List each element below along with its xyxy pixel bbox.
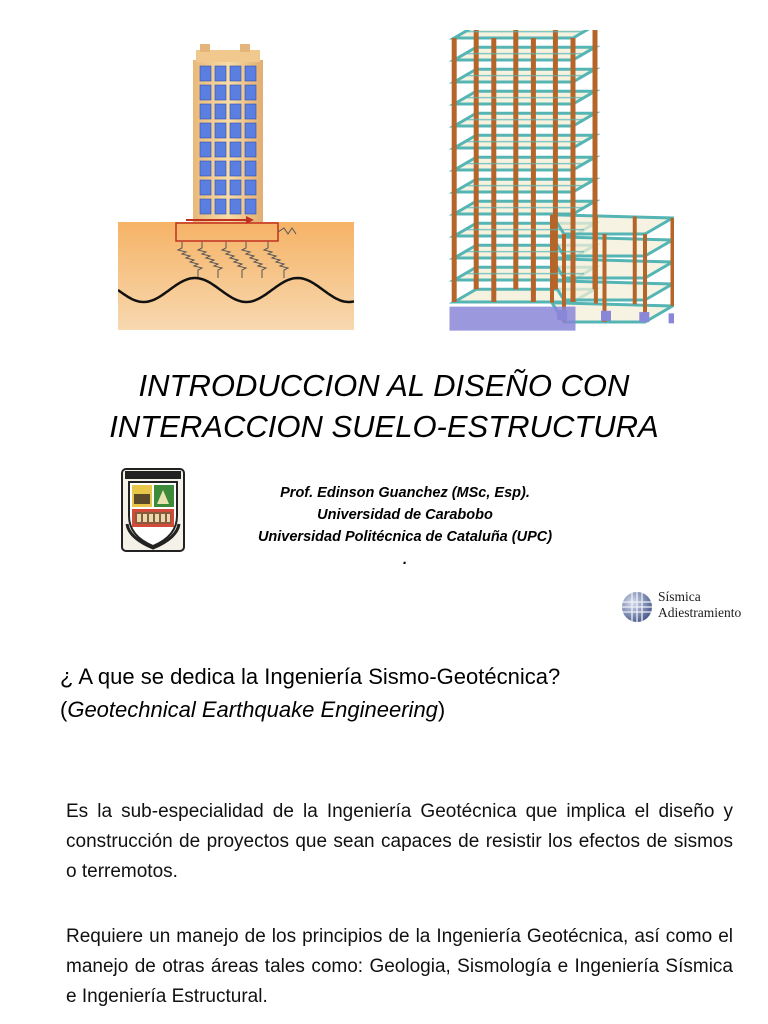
window (215, 180, 226, 195)
window (215, 142, 226, 157)
window (215, 123, 226, 138)
window (200, 104, 211, 119)
window (245, 199, 256, 214)
open-paren: ( (60, 697, 68, 722)
window (230, 85, 241, 100)
page-title-line-2: INTERACCION SUELO-ESTRUCTURA (109, 409, 659, 444)
window (230, 123, 241, 138)
soil-mass (118, 222, 354, 330)
author-trailing-dot: . (402, 552, 408, 568)
author-name: Prof. Edinson Guanchez (MSc, Esp). (280, 485, 530, 501)
window (245, 142, 256, 157)
window (230, 142, 241, 157)
question-english (60, 695, 445, 725)
window (230, 161, 241, 176)
footing (557, 310, 567, 320)
window (230, 180, 241, 195)
window (245, 123, 256, 138)
window (215, 161, 226, 176)
building (193, 60, 263, 222)
globe-icon (620, 590, 654, 624)
window (230, 66, 241, 81)
window (200, 142, 211, 157)
structural-frame-3d-model (438, 30, 674, 345)
close-paren: ) (437, 697, 446, 722)
window (245, 104, 256, 119)
window (245, 180, 256, 195)
footing (669, 313, 674, 323)
window (230, 199, 241, 214)
university-seal (121, 468, 185, 552)
paragraph-requirements: Requiere un manejo de los principios de la Ingeniería Geotécnica, así como el manejo de otras áreas tales como: Geologia, Sismología e Ingeniería Sísmica e Ingeniería Estructural. (66, 926, 733, 1007)
author-affiliation-1: Universidad de Carabobo (317, 507, 493, 523)
window (245, 66, 256, 81)
window (245, 161, 256, 176)
window (215, 104, 226, 119)
floor-slab (552, 215, 673, 234)
window (200, 199, 211, 214)
window (215, 199, 226, 214)
window (230, 104, 241, 119)
sponsor-line-2: Adiestramiento (658, 605, 742, 620)
author-affiliation-2: Universidad Politécnica de Cataluña (UPC) (257, 529, 553, 545)
window (215, 85, 226, 100)
window (200, 180, 211, 195)
page-title-line-1: INTRODUCCION AL DISEÑO CON (138, 368, 630, 403)
floor-slab (552, 237, 673, 256)
sponsor-line-1: Sísmica (658, 589, 701, 604)
footing (639, 312, 649, 322)
foundation-mat (450, 307, 576, 331)
english-term: Geotechnical Earthquake Engineering (67, 697, 438, 722)
window (200, 66, 211, 81)
window (200, 161, 211, 176)
window (215, 66, 226, 81)
question-heading: ¿ A que se dedica la Ingeniería Sismo-Geotécnica? (60, 664, 561, 689)
window (200, 123, 211, 138)
sismica-logo (618, 588, 758, 628)
paragraph-definition: Es la sub-especialidad de la Ingeniería Geotécnica que implica el diseño y construcción de proyectos que sean capaces de resistir los efectos de sismos o terremotos. (66, 801, 733, 882)
window (245, 85, 256, 100)
footing (601, 311, 611, 321)
soil-structure-illustration (118, 40, 354, 330)
floor-slab (552, 281, 673, 300)
window (200, 85, 211, 100)
floor-slab (552, 259, 673, 278)
